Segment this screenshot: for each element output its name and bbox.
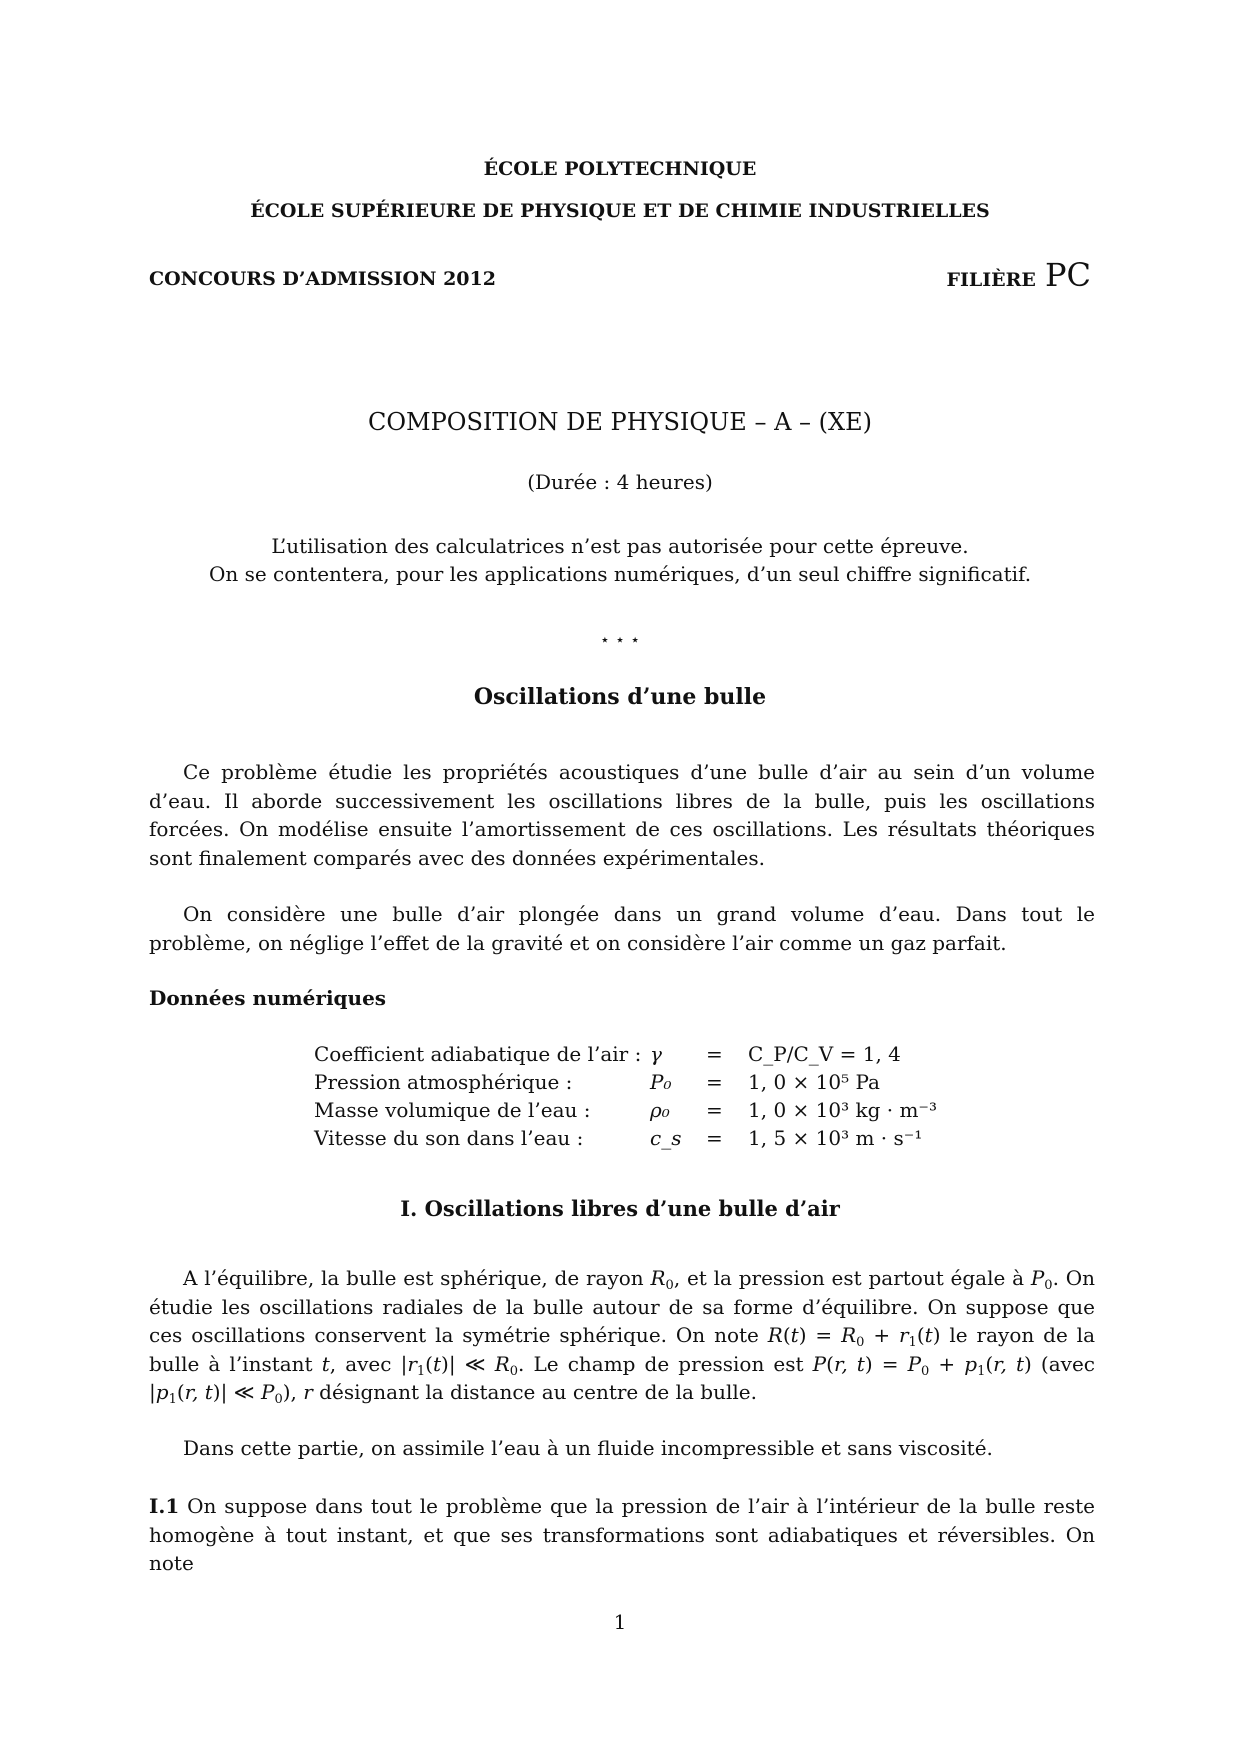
- data-equals: =: [706, 1070, 723, 1094]
- calculator-note: L’utilisation des calculatrices n’est pas autorisée pour cette épreuve.: [271, 534, 969, 558]
- text-run: , et la pression est partout égale à: [673, 1266, 1031, 1290]
- data-label: Pression atmosphérique :: [314, 1070, 573, 1094]
- data-value: C_P/C_V = 1, 4: [748, 1042, 901, 1066]
- data-symbol: P₀: [650, 1070, 672, 1094]
- exam-title: COMPOSITION DE PHYSIQUE – A – (XE): [368, 408, 872, 436]
- data-symbol: γ: [650, 1042, 662, 1066]
- data-row-pressure: [0, 1070, 1240, 1098]
- data-row-gamma: [0, 1042, 1240, 1070]
- data-section-title: Données numériques: [149, 986, 387, 1010]
- data-value: 1, 5 × 10³ m · s⁻¹: [748, 1126, 923, 1150]
- significant-figure-note: On se contentera, pour les applications numériques, d’un seul chiffre significatif.: [208, 562, 1032, 586]
- text-run: (avec: [1031, 1351, 1095, 1376]
- section-1-title: I. Oscillations libres d’une bulle d’air: [400, 1196, 840, 1221]
- data-equals: =: [706, 1042, 723, 1066]
- data-label: Masse volumique de l’eau :: [314, 1098, 591, 1122]
- data-symbol: ρ₀: [650, 1098, 670, 1122]
- data-label: Vitesse du son dans l’eau :: [314, 1126, 584, 1150]
- problem-title: Oscillations d’une bulle: [473, 684, 767, 710]
- section-1-paragraph-2: Dans cette partie, on assimile l’eau à un fluide incompressible et sans viscosité.: [183, 1436, 993, 1460]
- data-value: 1, 0 × 10³ kg · m⁻³: [748, 1098, 937, 1122]
- question-1: [149, 1492, 1095, 1578]
- page-number: 1: [613, 1610, 627, 1634]
- question-1-text: On suppose dans tout le problème que la pression de l’air à l’intérieur de la bulle reste homogène à tout instant, et que ses transformations sont adiabatiques et réversibles. On note: [149, 1494, 1095, 1576]
- exam-duration: (Durée : 4 heures): [527, 470, 713, 494]
- data-symbol: c_s: [650, 1126, 682, 1150]
- filiere-label: FILIÈRE: [946, 269, 1036, 291]
- text-run: . On étudie les oscillations radiales de la bulle autour de sa forme d’équilibre. On suppose que ces oscillations conservent la symétrie sphérique. On note: [149, 1266, 1095, 1348]
- text-run: ),: [282, 1380, 304, 1405]
- data-row-sound-speed: [0, 1126, 1240, 1154]
- text-run: , avec: [329, 1351, 401, 1376]
- section-1-paragraph-1: A l’équilibre, la bulle est sphérique, de rayon $R_0$, et la pression est partout égale à $P_0$. On étudie les oscillations radiales de la bulle autour de sa forme d’équilibre. On suppose que ces oscillations conservent la symétrie sphérique. On note $R(t) = R_0 + r_1(t)$ le rayon de la bulle à l’instant t, avec $|r_1(t)|$ ≪ $R_0$. Le champ de pression est P(r, $t) = P_0 + p_1(r$, t) (avec $|p_1(r$, t)| ≪ $P_0$), r désignant la distance au centre de la bulle.: [149, 1266, 1095, 1408]
- school-name-2: ÉCOLE SUPÉRIEURE DE PHYSIQUE ET DE CHIMIE INDUSTRIELLES: [250, 200, 990, 222]
- filiere: [947, 256, 1092, 294]
- text-run: A l’équilibre, la bulle est sphérique, de rayon: [183, 1266, 651, 1290]
- data-equals: =: [706, 1126, 723, 1150]
- data-label: Coefficient adiabatique de l’air :: [314, 1042, 642, 1066]
- question-1-label: I.1: [149, 1494, 180, 1518]
- school-name-1: ÉCOLE POLYTECHNIQUE: [483, 158, 757, 180]
- stars-separator: ⋆ ⋆ ⋆: [599, 630, 641, 649]
- text-run: désignant la distance au centre de la bulle.: [312, 1380, 757, 1405]
- data-equals: =: [706, 1098, 723, 1122]
- text-run: . Le champ de pression est: [518, 1351, 813, 1376]
- data-row-density: [0, 1098, 1240, 1126]
- data-value: 1, 0 × 10⁵ Pa: [748, 1070, 880, 1094]
- intro-paragraph-2: On considère une bulle d’air plongée dans un grand volume d’eau. Dans tout le problème, on néglige l’effet de la gravité et on considère l’air comme un gaz parfait.: [149, 902, 1095, 955]
- intro-paragraph-1: Ce problème étudie les propriétés acoustiques d’une bulle d’air au sein d’un volume d’eau. Il aborde successivement les oscillations libres de la bulle, puis les oscillations forcées. On modélise ensuite l’amortissement de ces oscillations. Les résultats théoriques sont finalement comparés avec des données expérimentales.: [149, 760, 1095, 870]
- concours-label: CONCOURS D’ADMISSION 2012: [149, 268, 496, 290]
- text-run: le rayon de la bulle à l’instant: [149, 1323, 1095, 1376]
- filiere-code: PC: [1044, 256, 1091, 294]
